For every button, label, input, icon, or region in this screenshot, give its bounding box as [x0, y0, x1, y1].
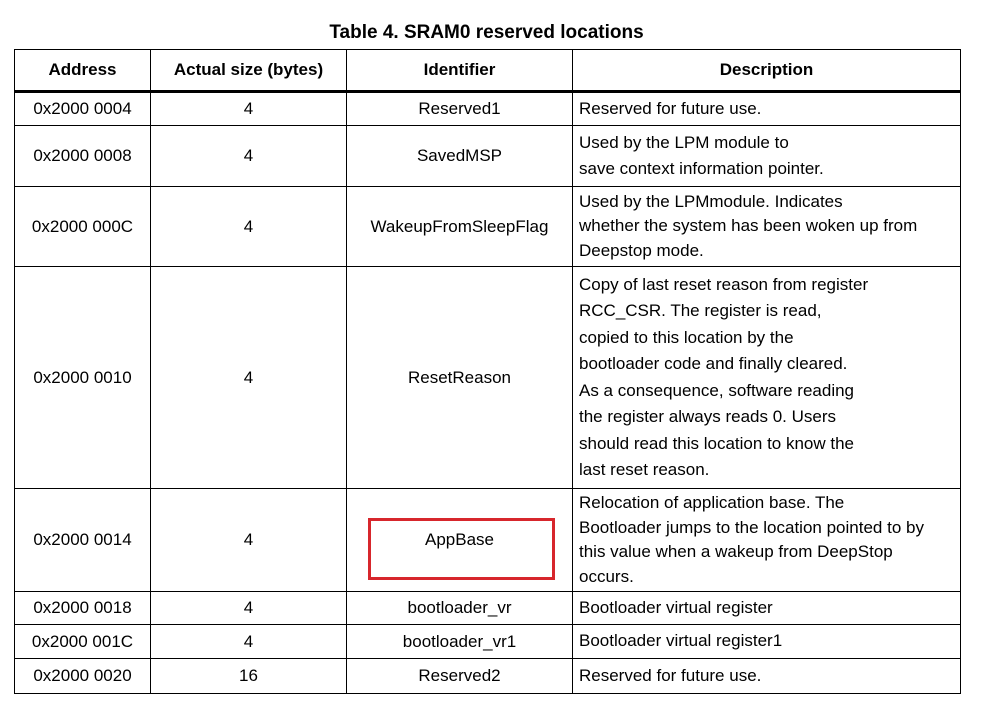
identifier-cell: SavedMSP: [347, 126, 573, 187]
description-line: copied to this location by the: [579, 327, 794, 347]
description-line: last reset reason.: [579, 460, 710, 479]
description-line: Copy of last reset reason from register: [579, 274, 869, 294]
description-line: save context information pointer.: [579, 159, 824, 178]
identifier-cell: ResetReason: [347, 267, 573, 489]
description-line: Reserved for future use.: [579, 665, 762, 685]
identifier-cell: bootloader_vr: [347, 592, 573, 625]
description-cell: [573, 592, 961, 625]
description-line: whether the system has been woken up from: [579, 216, 918, 236]
table-caption: Table 4. SRAM0 reserved locations: [329, 22, 644, 43]
description-cell: [573, 625, 961, 659]
address-cell: 0x2000 0008: [15, 126, 151, 187]
address-cell: 0x2000 001C: [15, 625, 151, 659]
size-cell: 16: [151, 659, 347, 694]
table-row: [15, 92, 961, 126]
description-line: Bootloader virtual register1: [579, 631, 783, 651]
table-row: [15, 592, 961, 625]
sram0-reserved-locations-table: [14, 49, 961, 694]
identifier-cell: WakeupFromSleepFlag: [347, 187, 573, 267]
identifier-cell: Reserved2: [347, 659, 573, 694]
description-line: Bootloader jumps to the location pointed to by: [579, 517, 924, 537]
description-cell: [573, 267, 961, 489]
description-line: Used by the LPM module to: [579, 132, 789, 152]
address-cell: 0x2000 000C: [15, 187, 151, 267]
description-line: Used by the LPMmodule. Indicates: [579, 191, 843, 211]
table-row: [15, 625, 961, 659]
description-cell: [573, 92, 961, 126]
identifier-cell: Reserved1: [347, 92, 573, 126]
header-description: Description: [573, 50, 961, 92]
size-cell: 4: [151, 625, 347, 659]
description-cell: [573, 489, 961, 592]
address-cell: 0x2000 0020: [15, 659, 151, 694]
description-line: should read this location to know the: [579, 433, 855, 453]
header-actual-size: Actual size (bytes): [151, 50, 347, 92]
address-cell: 0x2000 0004: [15, 92, 151, 126]
table-row: [15, 126, 961, 187]
table-row: [15, 489, 961, 592]
size-cell: 4: [151, 187, 347, 267]
description-line: this value when a wakeup from DeepStop: [579, 542, 893, 561]
description-line: Relocation of application base. The: [579, 493, 845, 512]
description-line: As a consequence, software reading: [579, 380, 855, 400]
header-address: Address: [15, 50, 151, 92]
description-line: RCC_CSR. The register is read,: [579, 301, 822, 320]
table-row: [15, 187, 961, 267]
address-cell: 0x2000 0018: [15, 592, 151, 625]
header-row: [15, 50, 961, 92]
identifier-cell: bootloader_vr1: [347, 625, 573, 659]
description-cell: [573, 187, 961, 267]
table-row: [15, 659, 961, 694]
size-cell: 4: [151, 489, 347, 592]
size-cell: 4: [151, 267, 347, 489]
header-identifier: Identifier: [347, 50, 573, 92]
description-line: bootloader code and finally cleared.: [579, 354, 848, 373]
description-line: Bootloader virtual register: [579, 597, 773, 617]
description-cell: [573, 126, 961, 187]
description-line: the register always reads 0. Users: [579, 407, 836, 426]
description-line: Reserved for future use.: [579, 98, 762, 118]
size-cell: 4: [151, 92, 347, 126]
description-line: occurs.: [579, 566, 634, 586]
address-cell: 0x2000 0010: [15, 267, 151, 489]
description-line: Deepstop mode.: [579, 240, 704, 260]
size-cell: 4: [151, 126, 347, 187]
address-cell: 0x2000 0014: [15, 489, 151, 592]
table-row: [15, 267, 961, 489]
size-cell: 4: [151, 592, 347, 625]
identifier-cell: AppBase: [347, 489, 573, 592]
description-cell: [573, 659, 961, 694]
